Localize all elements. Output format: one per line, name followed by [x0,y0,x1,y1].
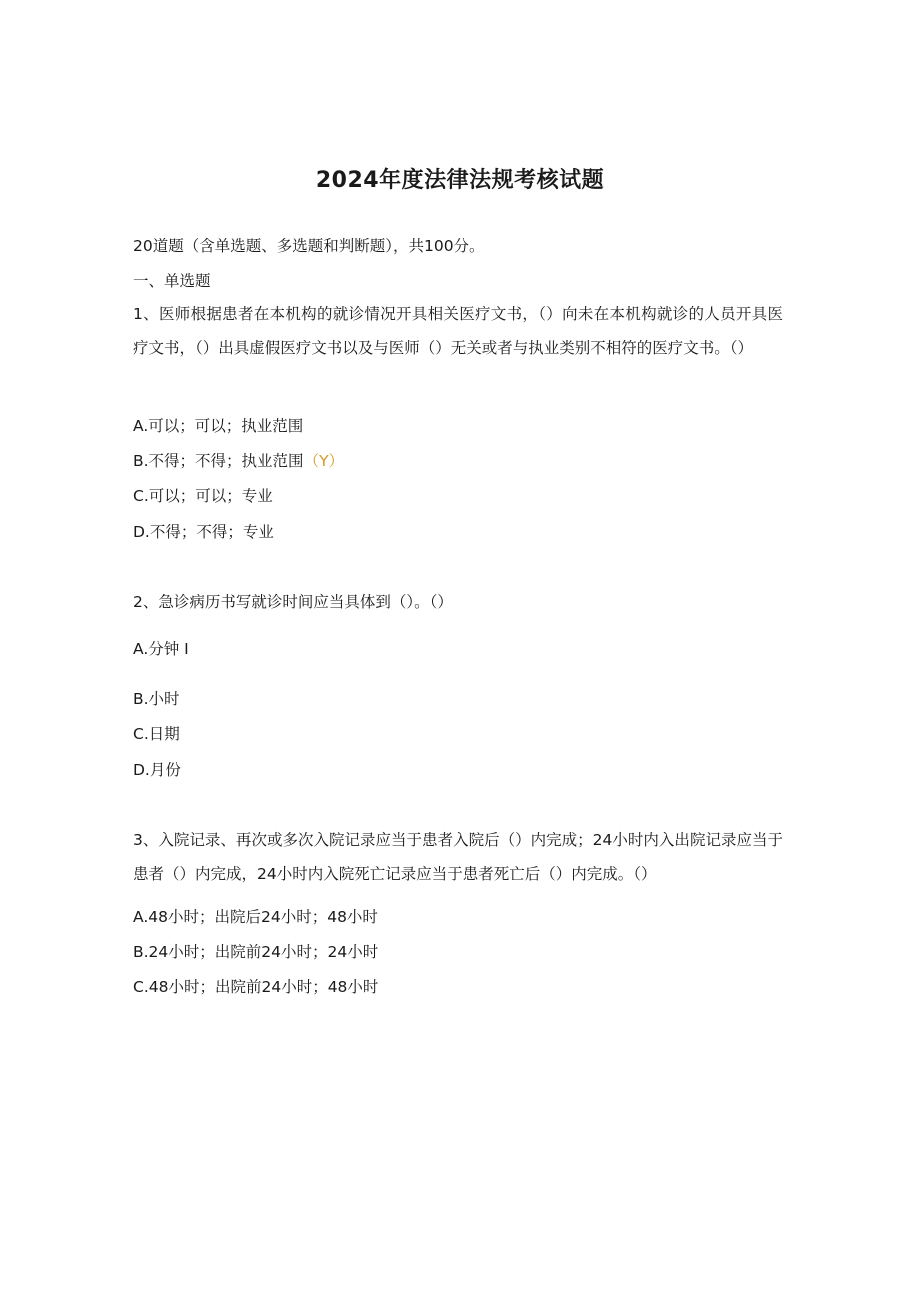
question-1-text: 1、医师根据患者在本机构的就诊情况开具相关医疗文书，（）向未在本机构就诊的人员开具医疗文书，（）出具虚假医疗文书以及与医师（）无关或者与执业类别不相符的医疗文书。（） [133,305,783,357]
question-1-option-c: C.可以；可以；专业 [133,487,273,505]
question-1-option-b [133,451,344,471]
question-2-text: 2、急诊病历书写就诊时间应当具体到（）。（） [133,593,453,611]
section-heading: 一、单选题 [133,272,211,290]
question-2-option-c: C.日期 [133,725,180,743]
question-2-option-d: D.月份 [133,761,181,779]
question-3-option-c: C.48小时；出院前24小时；48小时 [133,978,379,996]
page-title: 2024年度法律法规考核试题 [315,168,605,193]
question-1-option-b-label: B.不得；不得；执业范围 [133,452,304,470]
question-2-option-b: B.小时 [133,690,180,708]
question-3-text: 3、入院记录、再次或多次入院记录应当于患者入院后（）内完成；24小时内入出院记录应当于患者（）内完成，24小时内入院死亡记录应当于患者死亡后（）内完成。（） [133,831,783,883]
question-3-option-a: A.48小时；出院后24小时；48小时 [133,908,378,926]
question-2-option-a: A.分钟 I [133,640,189,658]
question-1-option-d: D.不得；不得；专业 [133,523,274,541]
exam-intro: 20道题（含单选题、多选题和判断题），共100分。 [133,237,485,255]
answer-mark: （Y） [303,452,345,470]
question-1-option-a: A.可以；可以；执业范围 [133,417,304,435]
question-3-option-b: B.24小时；出院前24小时；24小时 [133,943,379,961]
